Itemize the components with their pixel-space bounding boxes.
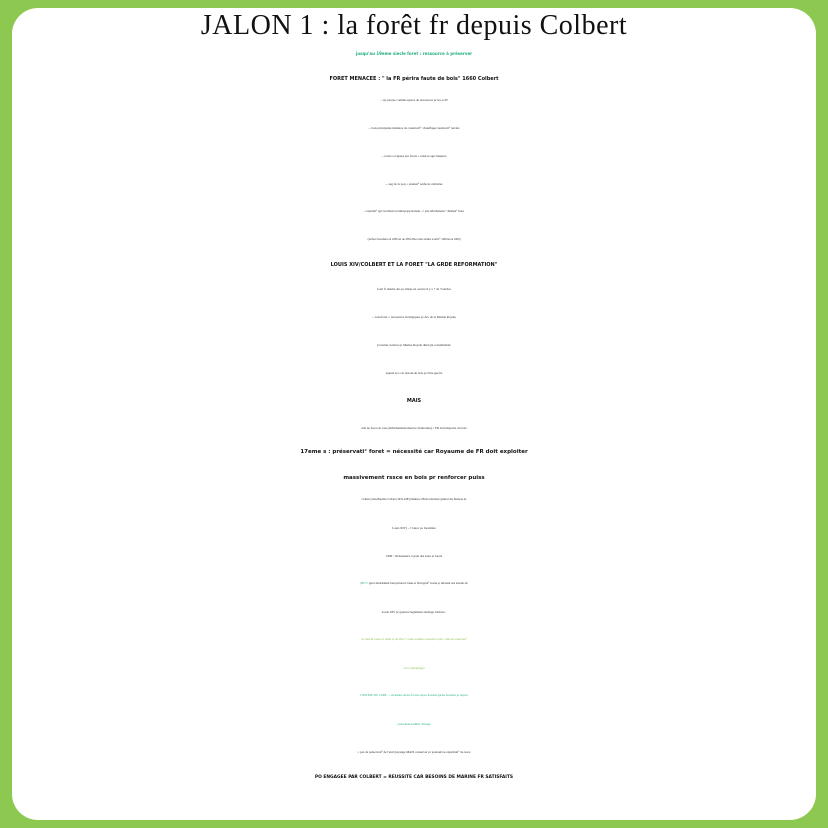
section2-line: -- bois/foret = ressourves stratégiques pr dev de la Marine Royale bbox=[372, 315, 456, 319]
section2-line: foret fr résulte des po mises en oeuvre il y a + de 3 siècles bbox=[377, 287, 451, 291]
section1-line: = exploitati° agri s'accélèrent au MA/époque moderne --> grds défrichements + diminuti° forets bbox=[364, 210, 464, 213]
but-label: (BUT bbox=[360, 582, 367, 585]
section1-line: -- tjs perçue comme espace de ressources pr les so H bbox=[380, 98, 448, 102]
section3-line: 1669 : Ordonnance royale des eaux et forets bbox=[385, 554, 443, 558]
section2-heading: LOUIS XIV/COLBERT ET LA FORET "LA GRDE REFORMATION" bbox=[330, 262, 498, 268]
section2-line: enjeux éco car besoin de bois pr faire guerre bbox=[385, 371, 443, 375]
subtitle: jusqu'au 19eme siecle foret : ressource à préserver bbox=[355, 51, 473, 56]
conclusion-line: = pas de préservati° de l'envt/paysage MAIS conserver pr poursuivre exploitati° de rssce bbox=[357, 750, 471, 754]
section2-after-mais: état de foret est cata (défrichement/absence d'entretien) = FR doit importer du bois bbox=[361, 426, 467, 430]
page-title: JALON 1 : la forêt fr depuis Colbert bbox=[200, 10, 628, 41]
section1-line: -- aug de la pop = extensi° surfaces cultivées bbox=[385, 182, 443, 186]
but-text: : gérer durablement foret/préserver faune et flore/gesti° stocks pr subvenir aux besoins de bbox=[366, 582, 468, 585]
contenu-line2: ordonnance/limite d'usage bbox=[397, 722, 431, 726]
contenu-line1: CONTENU DU CODE : -- inventaire arbres fr/carto espace forestier/gardes forestiers pr respect bbox=[360, 694, 468, 697]
final-statement: PO ENGAGEE PAR COLBERT = REUSSITE CAR BESOINS DE MARINE FR SATISFAITS bbox=[314, 775, 514, 780]
section3-heading-line1: 17eme s : préservati° foret = nécessité car Royaume de FR doit exploiter bbox=[300, 449, 528, 455]
but-line bbox=[12, 582, 816, 585]
section3-line: Louis XIV) --> lance po forestière bbox=[392, 526, 436, 530]
but-line2: Louis XIV pr guerres/reglement abattage d'arbres : bbox=[381, 610, 447, 614]
section3-line: Colbert (Jean-Baptiste Colbert (1619-1683) ministre d'Etat/controleur général des finances de bbox=[361, 498, 467, 501]
section1-line: (surface forestière en 1000 est de 25M d'ha et elle tombe à envir° 14M ha en 1600) bbox=[367, 238, 461, 241]
section3-heading-line2: massivement rssce en bois pr renforcer puiss bbox=[343, 475, 485, 481]
mais-heading: MAIS bbox=[406, 398, 422, 404]
section2-line: (construc navires pr Marine Royale dmd qté considérable/ bbox=[376, 343, 452, 347]
example-line1: ex: interdit coupe av 10ans pr un arbre + coupe soumise à autorité royale = idée de conservati° bbox=[361, 638, 467, 641]
content-card bbox=[12, 8, 816, 820]
example-line2: avec replantage) bbox=[403, 666, 425, 670]
section1-line: -- terres occupées par forets = réserve agri majeure bbox=[381, 154, 447, 158]
section1-line: -- bois principales matières ds constructi° /chauffage/constructi° navale bbox=[368, 126, 460, 130]
section1-heading: FORET MENACEE : " la FR périra faute de bois" 1660 Colbert bbox=[329, 76, 499, 82]
